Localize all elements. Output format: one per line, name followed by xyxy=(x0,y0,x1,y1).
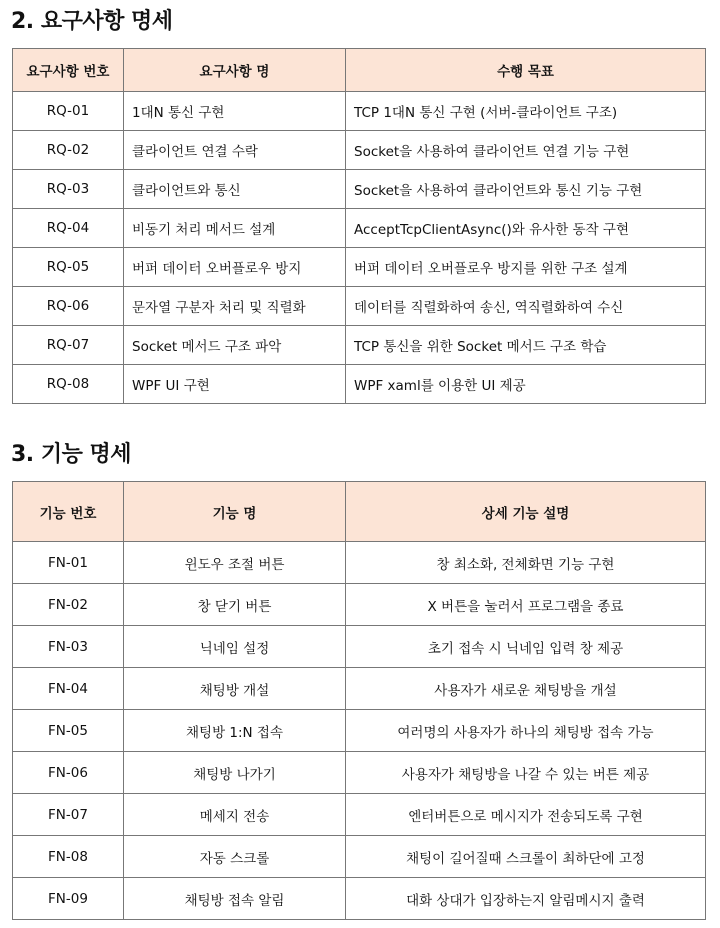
function-id: FN-01 xyxy=(13,542,124,584)
requirement-goal: TCP 통신을 위한 Socket 메서드 구조 학습 xyxy=(346,326,706,365)
table-row xyxy=(13,248,706,287)
column-header-desc: 상세 기능 설명 xyxy=(346,482,706,542)
function-desc: 대화 상대가 입장하는지 알림메시지 출력 xyxy=(346,878,706,920)
requirement-id: RQ-06 xyxy=(13,287,124,326)
function-desc: 창 최소화, 전체화면 기능 구현 xyxy=(346,542,706,584)
table-row xyxy=(13,209,706,248)
table-row xyxy=(13,584,706,626)
table-header-row xyxy=(13,482,706,542)
table-row xyxy=(13,836,706,878)
table-row xyxy=(13,326,706,365)
column-header-goal: 수행 목표 xyxy=(346,49,706,92)
requirement-name: 1대N 통신 구현 xyxy=(124,92,346,131)
function-desc: 엔터버튼으로 메시지가 전송되도록 구현 xyxy=(346,794,706,836)
requirement-name: 클라이언트 연결 수락 xyxy=(124,131,346,170)
function-name: 자동 스크롤 xyxy=(124,836,346,878)
table-row xyxy=(13,626,706,668)
function-id: FN-04 xyxy=(13,668,124,710)
table-row xyxy=(13,287,706,326)
function-desc: 초기 접속 시 닉네임 입력 창 제공 xyxy=(346,626,706,668)
requirement-id: RQ-02 xyxy=(13,131,124,170)
functions-heading: 3. 기능 명세 xyxy=(11,442,131,467)
requirement-name: 문자열 구분자 처리 및 직렬화 xyxy=(124,287,346,326)
function-id: FN-09 xyxy=(13,878,124,920)
requirement-id: RQ-05 xyxy=(13,248,124,287)
table-header-row xyxy=(13,49,706,92)
table-row xyxy=(13,131,706,170)
table-row xyxy=(13,365,706,404)
requirement-name: 클라이언트와 통신 xyxy=(124,170,346,209)
requirement-goal: TCP 1대N 통신 구현 (서버-클라이언트 구조) xyxy=(346,92,706,131)
function-name: 채팅방 접속 알림 xyxy=(124,878,346,920)
table-row xyxy=(13,92,706,131)
function-name: 윈도우 조절 버튼 xyxy=(124,542,346,584)
requirement-name: 비동기 처리 메서드 설계 xyxy=(124,209,346,248)
function-desc: X 버튼을 눌러서 프로그램을 종료 xyxy=(346,584,706,626)
column-header-id: 기능 번호 xyxy=(13,482,124,542)
requirement-id: RQ-01 xyxy=(13,92,124,131)
function-id: FN-07 xyxy=(13,794,124,836)
requirement-goal: 버퍼 데이터 오버플로우 방지를 위한 구조 설계 xyxy=(346,248,706,287)
requirement-name: 버퍼 데이터 오버플로우 방지 xyxy=(124,248,346,287)
functions-table xyxy=(12,481,706,920)
column-header-id: 요구사항 번호 xyxy=(13,49,124,92)
table-row xyxy=(13,752,706,794)
function-name: 채팅방 1:N 접속 xyxy=(124,710,346,752)
function-name: 채팅방 개설 xyxy=(124,668,346,710)
requirement-goal: Socket을 사용하여 클라이언트와 통신 기능 구현 xyxy=(346,170,706,209)
function-desc: 채팅이 길어질때 스크롤이 최하단에 고정 xyxy=(346,836,706,878)
function-id: FN-08 xyxy=(13,836,124,878)
requirement-id: RQ-03 xyxy=(13,170,124,209)
requirement-goal: WPF xaml를 이용한 UI 제공 xyxy=(346,365,706,404)
column-header-name: 기능 명 xyxy=(124,482,346,542)
function-id: FN-03 xyxy=(13,626,124,668)
requirements-table xyxy=(12,48,706,404)
requirements-heading: 2. 요구사항 명세 xyxy=(11,9,173,34)
requirement-id: RQ-08 xyxy=(13,365,124,404)
requirement-goal: AcceptTcpClientAsync()와 유사한 동작 구현 xyxy=(346,209,706,248)
function-name: 창 닫기 버튼 xyxy=(124,584,346,626)
function-name: 닉네임 설정 xyxy=(124,626,346,668)
function-name: 채팅방 나가기 xyxy=(124,752,346,794)
table-row xyxy=(13,794,706,836)
function-id: FN-05 xyxy=(13,710,124,752)
function-desc: 사용자가 채팅방을 나갈 수 있는 버튼 제공 xyxy=(346,752,706,794)
table-row xyxy=(13,878,706,920)
requirement-id: RQ-07 xyxy=(13,326,124,365)
table-row xyxy=(13,542,706,584)
function-id: FN-06 xyxy=(13,752,124,794)
function-name: 메세지 전송 xyxy=(124,794,346,836)
function-desc: 여러명의 사용자가 하나의 채팅방 접속 가능 xyxy=(346,710,706,752)
requirement-name: WPF UI 구현 xyxy=(124,365,346,404)
function-desc: 사용자가 새로운 채팅방을 개설 xyxy=(346,668,706,710)
requirement-id: RQ-04 xyxy=(13,209,124,248)
table-row xyxy=(13,668,706,710)
function-id: FN-02 xyxy=(13,584,124,626)
requirement-name: Socket 메서드 구조 파악 xyxy=(124,326,346,365)
column-header-name: 요구사항 명 xyxy=(124,49,346,92)
requirement-goal: 데이터를 직렬화하여 송신, 역직렬화하여 수신 xyxy=(346,287,706,326)
requirement-goal: Socket을 사용하여 클라이언트 연결 기능 구현 xyxy=(346,131,706,170)
table-row xyxy=(13,170,706,209)
table-row xyxy=(13,710,706,752)
